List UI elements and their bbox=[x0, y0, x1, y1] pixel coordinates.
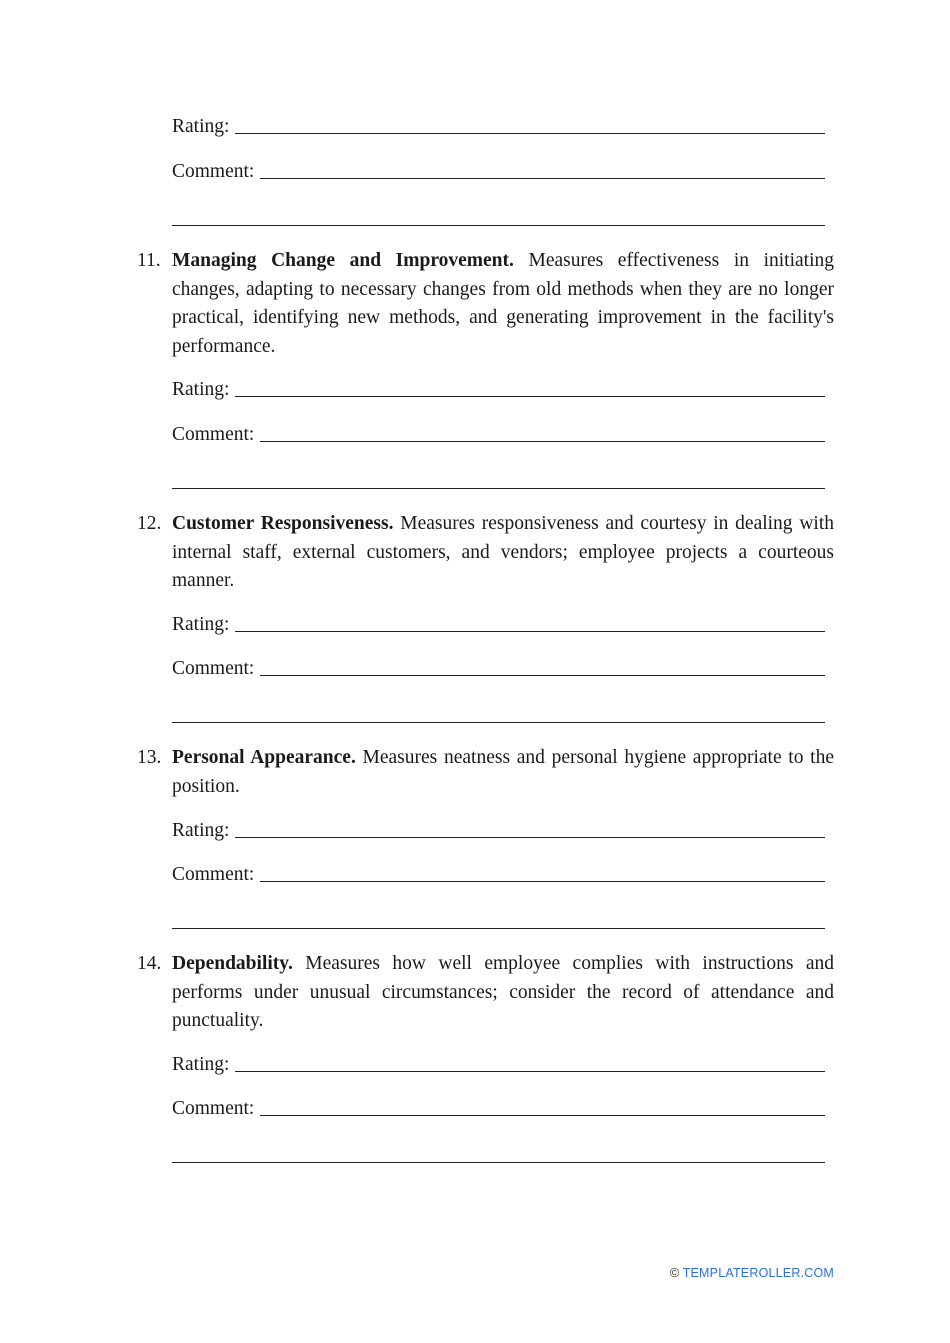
item-13 bbox=[137, 744, 834, 801]
item-number: 13. bbox=[137, 747, 162, 768]
item-12 bbox=[137, 510, 834, 596]
comment-label: Comment: bbox=[172, 1098, 255, 1119]
item-description bbox=[172, 744, 834, 801]
rating-line[interactable] bbox=[235, 837, 825, 838]
rating-label: Rating: bbox=[172, 379, 230, 400]
rating-field-12[interactable] bbox=[172, 614, 825, 636]
comment-field-12[interactable] bbox=[172, 658, 825, 680]
item-number: 14. bbox=[137, 953, 162, 974]
comment-line[interactable] bbox=[260, 178, 825, 179]
comment-extra-line-12[interactable] bbox=[172, 722, 825, 723]
item-description bbox=[172, 510, 834, 596]
rating-line[interactable] bbox=[235, 133, 825, 134]
item-description bbox=[172, 950, 834, 1036]
rating-label: Rating: bbox=[172, 116, 230, 137]
comment-extra-line-13[interactable] bbox=[172, 928, 825, 929]
rating-line[interactable] bbox=[235, 1071, 825, 1072]
rating-label: Rating: bbox=[172, 1054, 230, 1075]
item-11 bbox=[137, 247, 834, 362]
item-description bbox=[172, 247, 834, 362]
rating-label: Rating: bbox=[172, 820, 230, 841]
comment-line[interactable] bbox=[260, 675, 825, 676]
comment-label: Comment: bbox=[172, 161, 255, 182]
comment-line[interactable] bbox=[260, 1115, 825, 1116]
templateroller-link[interactable]: TEMPLATEROLLER.COM bbox=[682, 1266, 834, 1280]
rating-line[interactable] bbox=[235, 631, 825, 632]
item-title: Customer Responsiveness. bbox=[172, 513, 394, 534]
rating-line[interactable] bbox=[235, 396, 825, 397]
comment-field-11[interactable] bbox=[172, 424, 825, 446]
comment-field-13[interactable] bbox=[172, 864, 825, 886]
item-title: Managing Change and Improvement. bbox=[172, 250, 514, 271]
comment-extra-line-10[interactable] bbox=[172, 225, 825, 226]
footer-credit bbox=[670, 1266, 834, 1280]
item-body: Measures effectiveness in initiating changes, adapting to necessary changes from old methods when they are no longer practical, identifying new methods, and generating improvement in the facility's performance. bbox=[172, 250, 834, 358]
copyright-symbol: © bbox=[669, 1266, 683, 1280]
comment-extra-line-14[interactable] bbox=[172, 1162, 825, 1163]
rating-field-14[interactable] bbox=[172, 1054, 825, 1076]
item-body: Measures how well employee complies with instructions and performs under unusual circumstances; consider the record of attendance and punctuality. bbox=[172, 953, 834, 1032]
item-body: Measures responsiveness and courtesy in dealing with internal staff, external customers, and vendors; employee projects a courteous manner. bbox=[172, 513, 834, 592]
item-number: 12. bbox=[137, 513, 162, 534]
item-title: Personal Appearance. bbox=[172, 747, 356, 768]
item-number: 11. bbox=[137, 250, 161, 271]
item-14 bbox=[137, 950, 834, 1036]
comment-field-10[interactable] bbox=[172, 161, 825, 183]
rating-field-13[interactable] bbox=[172, 820, 825, 842]
comment-extra-line-11[interactable] bbox=[172, 488, 825, 489]
comment-label: Comment: bbox=[172, 658, 255, 679]
comment-label: Comment: bbox=[172, 864, 255, 885]
rating-label: Rating: bbox=[172, 614, 230, 635]
comment-label: Comment: bbox=[172, 424, 255, 445]
comment-line[interactable] bbox=[260, 441, 825, 442]
item-title: Dependability. bbox=[172, 953, 293, 974]
item-body: Measures neatness and personal hygiene appropriate to the position. bbox=[172, 747, 835, 797]
comment-field-14[interactable] bbox=[172, 1098, 825, 1120]
comment-line[interactable] bbox=[260, 881, 825, 882]
rating-field-10[interactable] bbox=[172, 116, 825, 138]
rating-field-11[interactable] bbox=[172, 379, 825, 401]
